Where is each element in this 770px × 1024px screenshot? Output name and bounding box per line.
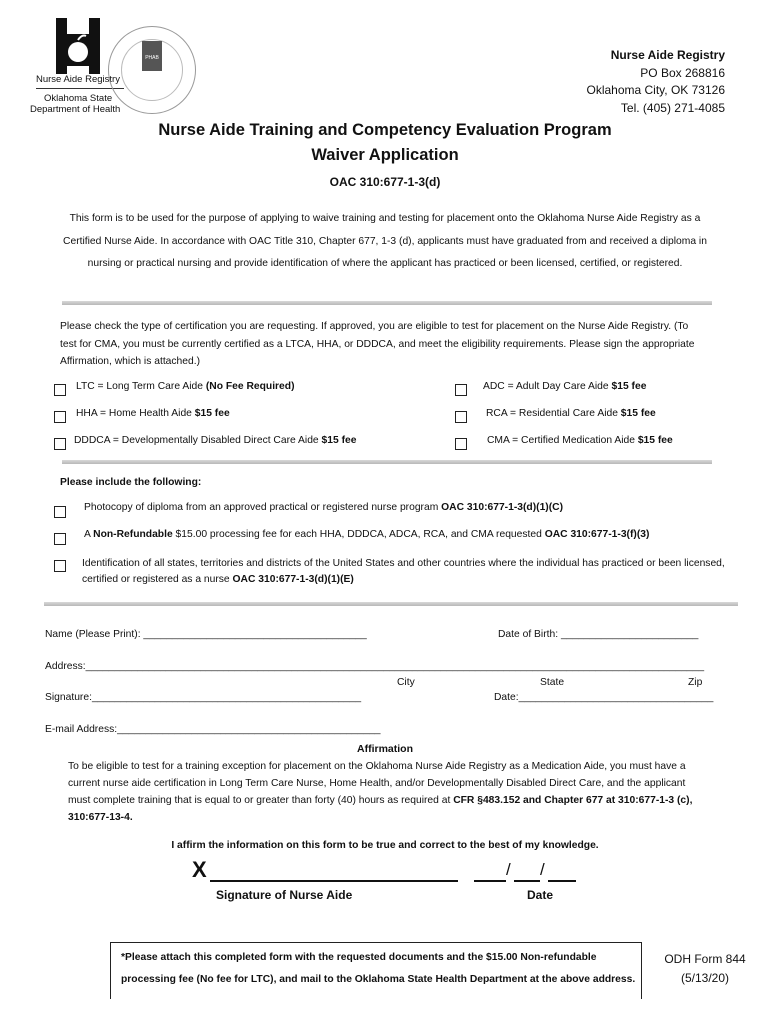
form-number [660,950,750,988]
form-number-label: ODH Form 844 [664,952,746,966]
apple-logo-icon [56,18,100,74]
signature-label: Signature of Nurse Aide [216,888,353,902]
date-day-line[interactable] [514,880,540,882]
include-heading: Please include the following: [60,477,202,488]
date-field[interactable]: Date:__________________________________ [494,692,714,703]
address-po-box: PO Box 268816 [640,65,725,80]
adc-option-label: ADC = Adult Day Care Aide $15 fee [483,381,647,392]
identification-requirement: Identification of all states, territories and districts of the United States and other countries where the individual has practiced or been licensed, certified or registered as a nurse OAC 310:677-1-3(d)(1)(E) [82,558,725,585]
form-citation: OAC 310:677-1-3(d) [329,175,441,189]
rca-checkbox[interactable] [455,411,467,423]
logo-org-line-2: Department of Health [30,104,121,115]
ltc-option-label: LTC = Long Term Care Aide (No Fee Required) [76,381,295,392]
dddca-option-label: DDDCA = Developmentally Disabled Direct Care Aide $15 fee [74,435,357,446]
name-field[interactable]: Name (Please Print): _______________________________________ [45,629,367,640]
intro-paragraph: This form is to be used for the purpose of applying to waive training and testing for placement onto the Oklahoma Nurse Aide Registry as a Certified Nurse Aide. In accordance with OAC Title 310, Chapter 677, 1-3 (d), applicants must have graduated from and received a diploma in nursing or practical nursing and provide identification of where the applicant has practiced or been licensed, certified, or registered. [63,213,707,269]
affirmation-text: To be eligible to test for a training exception for placement on the Oklahoma Nurse Aide Registry as a Medication Aide, you must have a current nurse aide certification in Long Term Care Nurse, Home Health, and/or Developmentally Disabled Direct Care, and the applicant must complete training that is equal to or greater than forty (40) hours as required at CFR §483.152 and Chapter 677 at 310:677-1-3 (c), 310:677-13-4. [68,761,693,823]
section-divider [44,602,738,606]
section-divider [62,301,712,305]
diploma-checkbox[interactable] [54,506,66,518]
phab-seal [108,26,196,114]
cma-checkbox[interactable] [455,438,467,450]
date-label: Date [527,888,554,902]
hha-option-label: HHA = Home Health Aide $15 fee [76,408,230,419]
address-tel: Tel. (405) 271-4085 [620,100,725,115]
nurse-aide-signature-line[interactable] [210,880,458,882]
certification-instructions: Please check the type of certification you are requesting. If approved, you are eligible to test for placement on the Nurse Aide Registry. (To test for CMA, you must be currently certified as a LTCA, HHA, or DDDCA, and meet the eligibility requirements. Please sign the appropriate Affirmation, which is attached.) [60,321,695,367]
logo-divider [36,88,124,89]
zip-label: Zip [688,677,703,688]
address-name: Nurse Aide Registry [610,48,725,62]
diploma-requirement: Photocopy of diploma from an approved practical or registered nurse program OAC 310:677-1-3(d)(1)(C) [84,502,564,513]
date-year-line[interactable] [548,880,576,882]
dddca-checkbox[interactable] [54,438,66,450]
form-subtitle: Waiver Application [311,146,459,164]
fee-requirement: A Non-Refundable $15.00 processing fee for each HHA, DDDCA, ADCA, RCA, and CMA requested OAC 310:677-1-3(f)(3) [84,529,650,540]
section-divider [62,460,712,464]
mailing-note: *Please attach this completed form with the requested documents and the $15.00 Non-refundable processing fee (No fee for LTC), and mail to the Oklahoma State Health Department at the above address. [121,952,636,985]
registry-address [586,47,725,117]
identification-checkbox[interactable] [54,560,66,572]
mailing-note-box [110,942,642,999]
affirmation-statement: I affirm the information on this form to be true and correct to the best of my knowledge. [171,840,599,851]
date-month-line[interactable] [474,880,506,882]
signature-x-mark: X [192,857,207,882]
fee-checkbox[interactable] [54,533,66,545]
city-label: City [397,677,415,688]
address-city: Oklahoma City, OK 73126 [586,83,725,97]
logo-name: Nurse Aide Registry [36,74,120,85]
seal-text: PHAB [142,41,162,71]
state-label: State [540,677,565,688]
logo-org-line-1: Oklahoma State [44,93,113,104]
address-field[interactable]: Address:____________________________________________________________________________________________________________ [45,661,705,672]
date-separator: / [540,860,545,879]
hha-checkbox[interactable] [54,411,66,423]
adc-checkbox[interactable] [455,384,467,396]
cma-option-label: CMA = Certified Medication Aide $15 fee [487,435,673,446]
rca-option-label: RCA = Residential Care Aide $15 fee [486,408,656,419]
affirmation-heading: Affirmation [357,743,413,755]
dob-field[interactable]: Date of Birth: ________________________ [498,629,699,640]
odh-logo-mark [56,18,100,74]
form-revision-date: (5/13/20) [680,971,730,985]
ltc-checkbox[interactable] [54,384,66,396]
signature-field[interactable]: Signature:_______________________________________________ [45,692,362,703]
form-title: Nurse Aide Training and Competency Evaluation Program [158,121,612,139]
date-separator: / [506,860,511,879]
email-field[interactable]: E-mail Address:______________________________________________ [45,724,381,735]
